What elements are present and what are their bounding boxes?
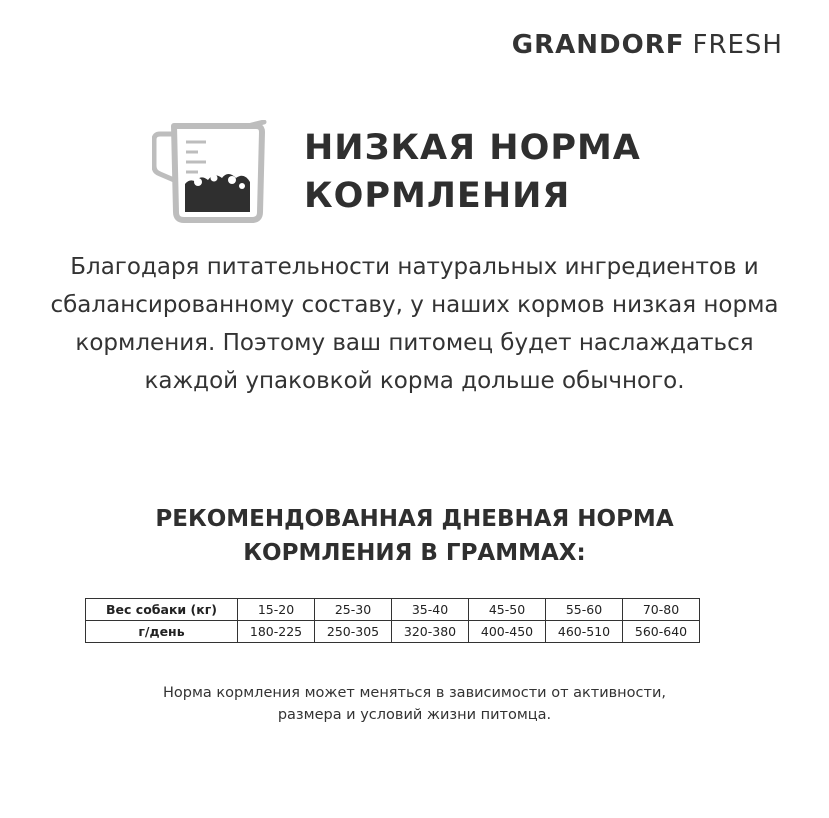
grams-cell: 560-640 [623,621,700,643]
footnote-line-2: размера и условий жизни питомца. [277,707,552,723]
headline-title [304,124,641,220]
table-row-weight [86,599,700,621]
row-header-weight: Вес собаки (кг) [86,599,238,621]
headline-section [152,120,641,224]
table-row-grams [86,621,700,643]
intro-line: сбалансированному составу, у наших кормов низкая норма [50,292,779,318]
recommended-title-line-2: КОРМЛЕНИЯ В ГРАММАХ: [243,540,586,566]
grams-cell: 460-510 [546,621,623,643]
brand-name-light: FRESH [692,30,783,60]
weight-cell: 35-40 [392,599,469,621]
footnote-line-1: Норма кормления может меняться в зависимости от активности, [163,685,666,701]
row-header-grams: г/день [86,621,238,643]
intro-line: Благодаря питательности натуральных ингредиентов и [70,254,759,280]
footnote [20,682,809,726]
weight-cell: 55-60 [546,599,623,621]
weight-cell: 45-50 [469,599,546,621]
weight-cell: 25-30 [315,599,392,621]
weight-cell: 70-80 [623,599,700,621]
intro-line: каждой упаковкой корма дольше обычного. [144,368,685,394]
weight-cell: 15-20 [238,599,315,621]
headline-line-1: НИЗКАЯ НОРМА [304,128,641,168]
measuring-cup-icon [152,120,270,224]
intro-paragraph [20,248,809,400]
brand-logo [512,30,783,60]
intro-line: кормления. Поэтому ваш питомец будет наслаждаться [75,330,754,356]
recommended-title-line-1: РЕКОМЕНДОВАННАЯ ДНЕВНАЯ НОРМА [155,506,674,532]
grams-cell: 320-380 [392,621,469,643]
feeding-norms-table [85,598,700,643]
recommended-title [20,502,809,570]
brand-name-bold: GRANDORF [511,30,685,60]
grams-cell: 180-225 [238,621,315,643]
grams-cell: 250-305 [315,621,392,643]
headline-line-2: КОРМЛЕНИЯ [304,176,571,216]
grams-cell: 400-450 [469,621,546,643]
